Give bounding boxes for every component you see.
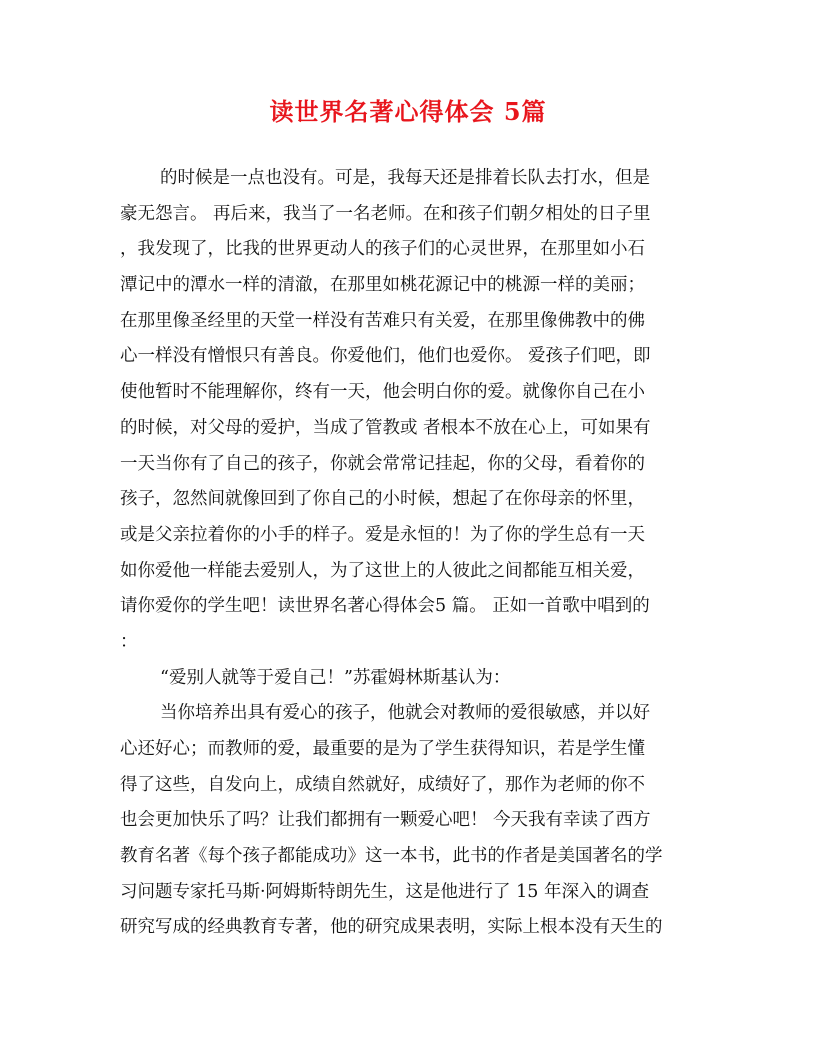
text-line: 在那里像圣经里的天堂一样没有苦难只有关爱，在那里像佛教中的佛 (120, 310, 645, 331)
text-line: “爱别人就等于爱自己！”苏霍姆林斯基认为： (160, 667, 511, 688)
document-body (120, 161, 700, 946)
text-line: 教育名著《每个孩子都能成功》这一本书，此书的作者是美国著名的学 (120, 846, 663, 867)
text-line: 或是父亲拉着你的小手的样子。爱是永恒的！为了你的学生总有一天 (120, 524, 645, 545)
text-line: 使他暂时不能理解你，终有一天，他会明白你的爱。就像你自己在小 (120, 382, 645, 403)
text-line: 研究写成的经典教育专著，他的研究成果表明，实际上根本没有天生的 (120, 917, 663, 938)
text-line: 一天当你有了自己的孩子，你就会常常记挂起，你的父母，看着你的 (120, 453, 645, 474)
text-line: 请你爱你的学生吧！读世界名著心得体会5 篇。 正如一首歌中唱到的 (120, 596, 650, 617)
text-line: 心一样没有憎恨只有善良。你爱他们，他们也爱你。 爱孩子们吧，即 (120, 346, 651, 367)
text-line: 得了这些，自发向上，成绩自然就好，成绩好了，那作为老师的你不 (120, 774, 645, 795)
text-line: 如你爱他一样能去爱别人，为了这世上的人彼此之间都能互相关爱， (120, 560, 645, 581)
text-line: 豪无怨言。 再后来，我当了一名老师。在和孩子们朝夕相处的日子里 (120, 203, 651, 224)
text-line: 孩子，忽然间就像回到了你自己的小时候，想起了在你母亲的怀里， (120, 489, 645, 510)
text-line: 心还好心；而教师的爱，最重要的是为了学生获得知识，若是学生懂 (120, 739, 645, 759)
text-line: ： (120, 631, 138, 652)
text-line: 也会更加快乐了吗？让我们都拥有一颗爱心吧！ 今天我有幸读了西方 (120, 810, 651, 831)
text-line: 的时候，对父母的爱护，当成了管教或 者根本不放在心上，可如果有 (120, 417, 651, 438)
text-line: ，我发现了，比我的世界更动人的孩子们的心灵世界，在那里如小石 (120, 239, 645, 260)
page-title: 读世界名著心得体会 5篇 (269, 97, 547, 126)
text-line: 潭记中的潭水一样的清澈，在那里如桃花源记中的桃源一样的美丽； (120, 275, 645, 296)
text-line: 习问题专家托马斯·阿姆斯特朗先生，这是他进行了 15 年深入的调查 (120, 881, 649, 902)
text-line: 当你培养出具有爱心的孩子，他就会对教师的爱很敏感，并以好 (160, 703, 650, 724)
text-line: 的时候是一点也没有。可是，我每天还是排着长队去打水，但是 (160, 168, 650, 188)
